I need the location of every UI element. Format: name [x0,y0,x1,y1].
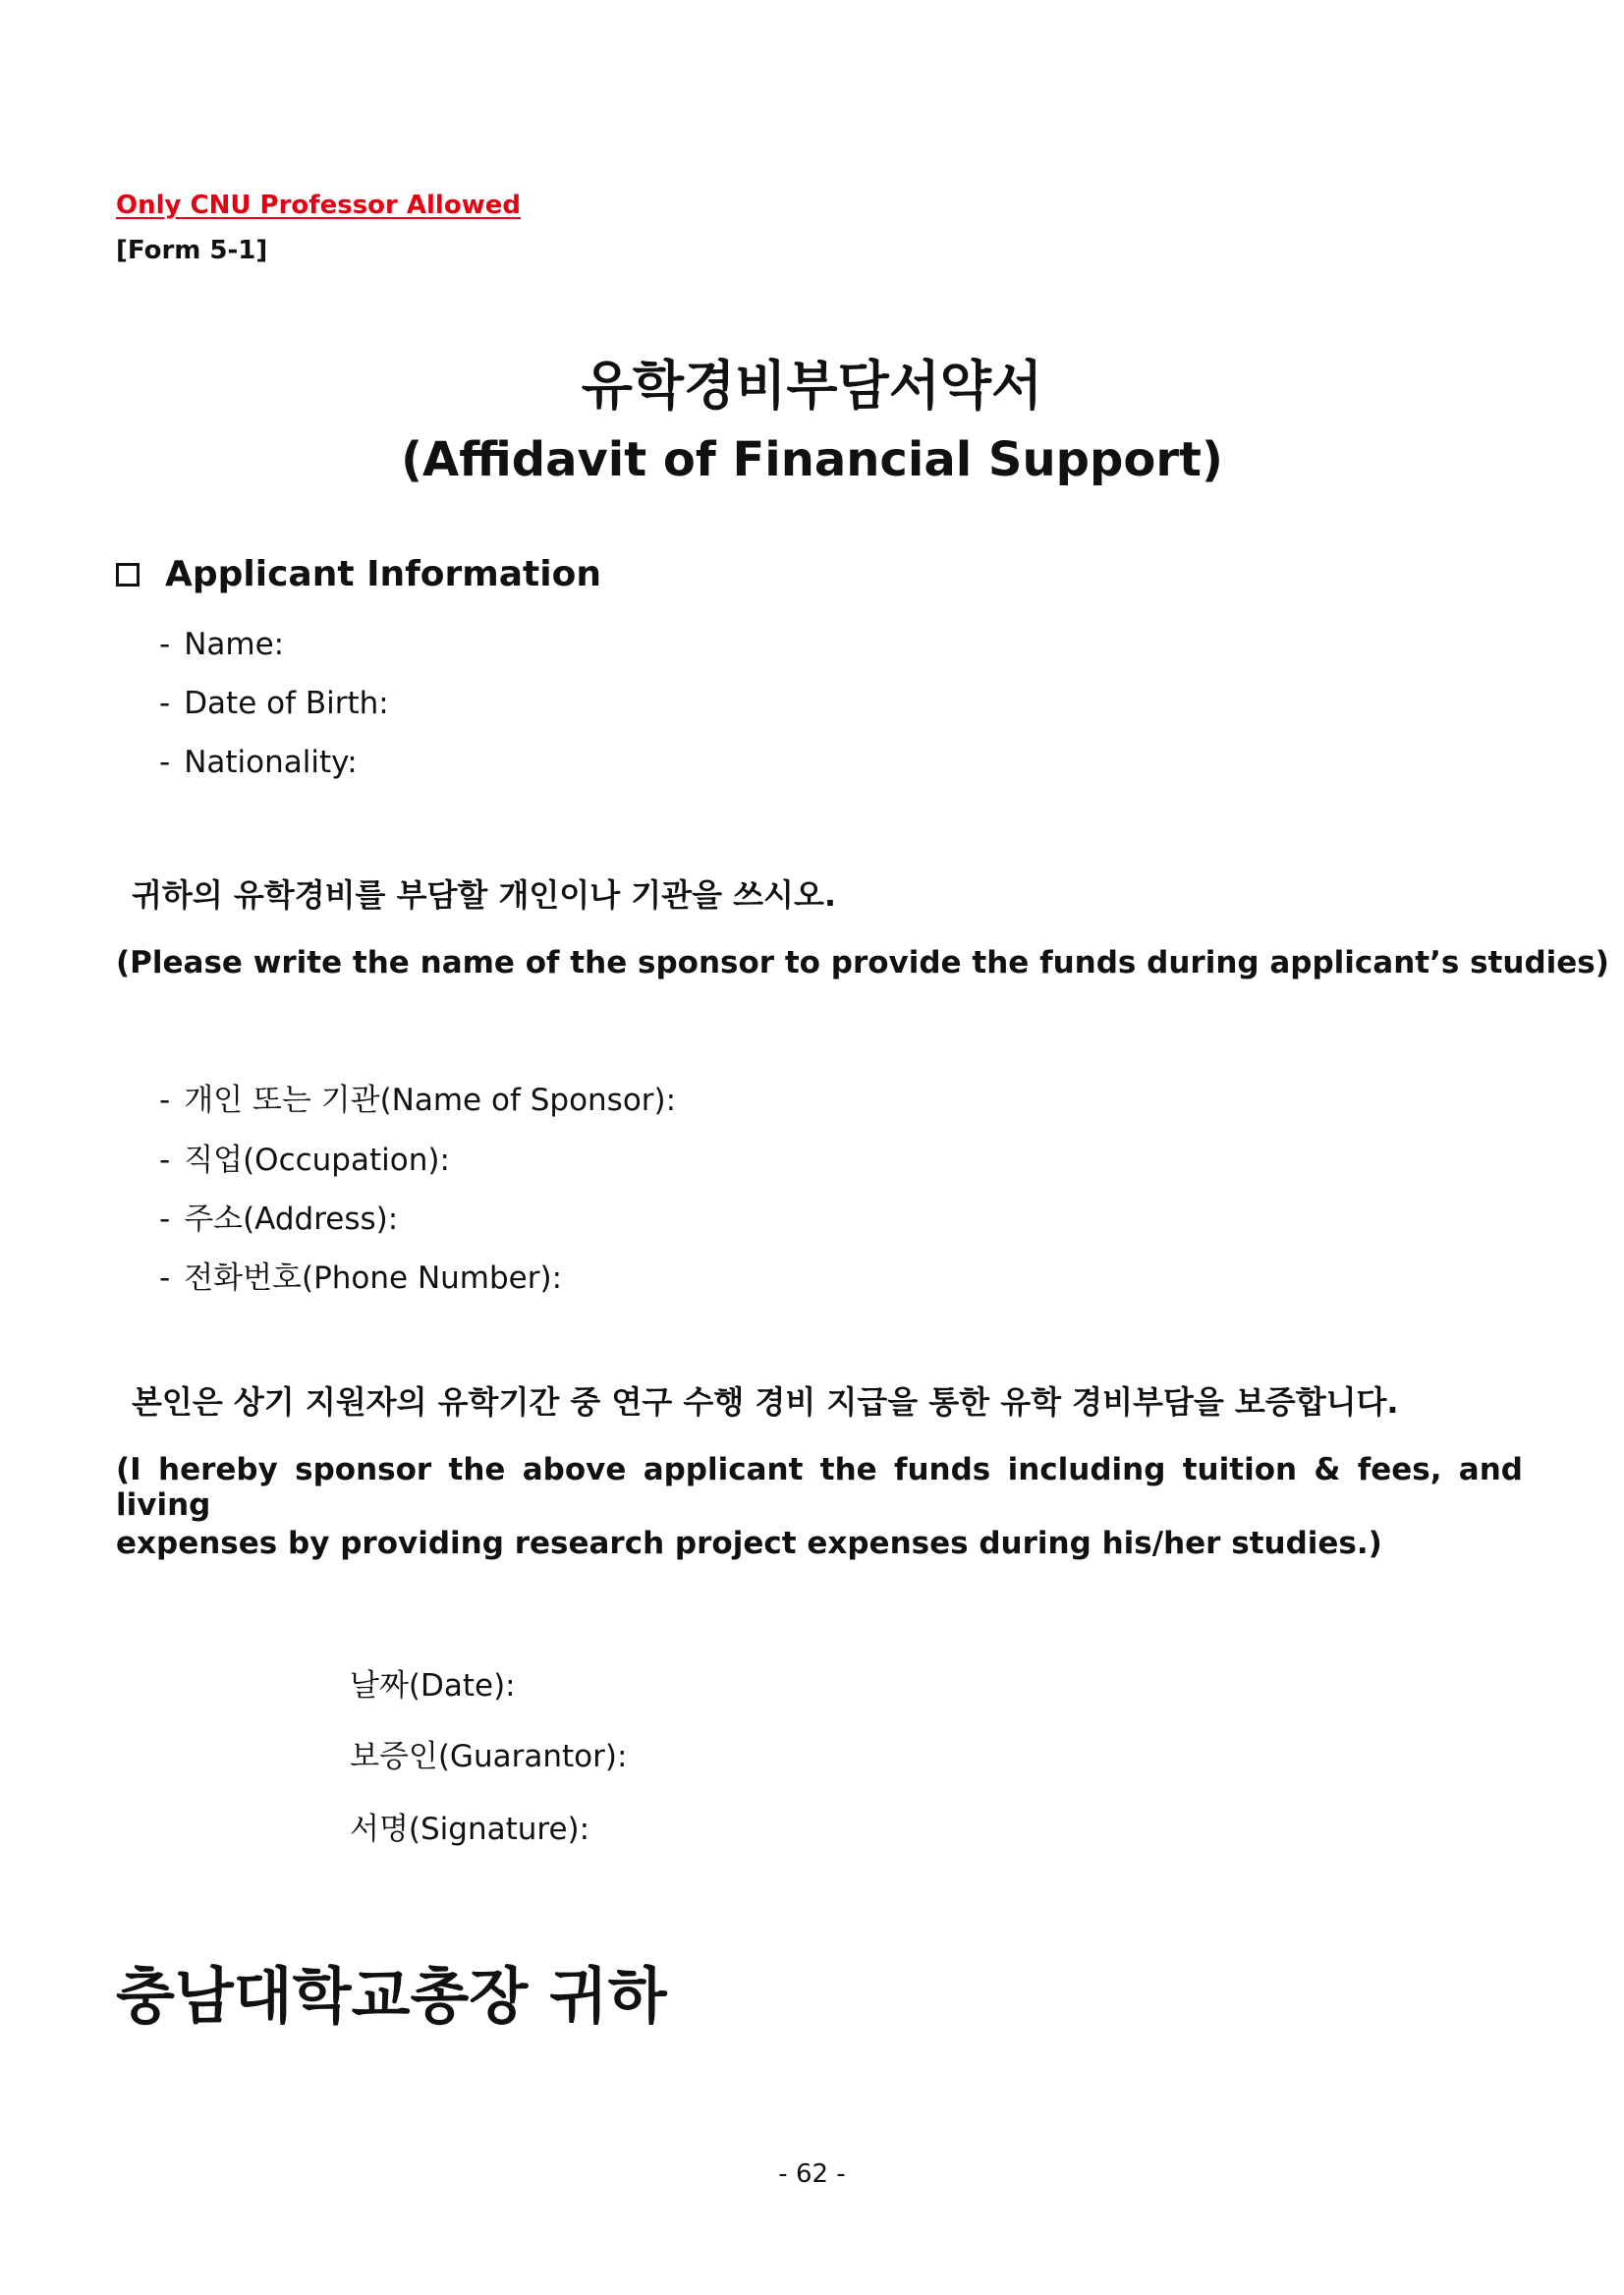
field-phone-number-label: 전화번호(Phone Number): [184,1260,563,1296]
dash-bullet: - [159,1143,171,1178]
applicant-section-label: Applicant Information [165,554,601,594]
field-address-label: 주소(Address): [184,1202,399,1237]
field-name [159,627,284,662]
field-nationality-label: Nationality: [184,745,358,780]
field-sponsor-name-label: 개인 또는 기관(Name of Sponsor): [184,1083,677,1118]
field-phone-number [159,1253,562,1297]
dash-bullet: - [159,1083,171,1118]
addressee: 충남대학교총장 귀하 [116,1960,667,2032]
form-number: [Form 5-1] [116,236,268,265]
declaration-english-line1: (I hereby sponsor the above applicant the funds including tuition & fees, and living [116,1452,1523,1523]
dash-bullet: - [159,627,171,662]
applicant-section-heading [116,554,601,594]
sponsor-instruction-korean: 귀하의 유학경비를 부담할 개인이나 기관을 쓰시오. [132,876,837,914]
field-address [159,1194,398,1238]
cnu-only-notice: Only CNU Professor Allowed [116,191,521,220]
declaration-english-line2: expenses by providing research project expenses during his/her studies.) [116,1526,1382,1561]
dash-bullet: - [159,745,171,780]
field-occupation-label: 직업(Occupation): [184,1143,450,1178]
field-sponsor-name [159,1075,676,1119]
field-date-of-birth-label: Date of Birth: [184,686,389,721]
document-title-english: (Affidavit of Financial Support) [401,432,1223,487]
field-nationality [159,745,358,780]
sponsor-instruction-english: (Please write the name of the sponsor to provide the funds during applicant’s studies) [116,945,1609,980]
declaration-korean: 본인은 상기 지원자의 유학기간 중 연구 수행 경비 지급을 통한 유학 경비부담을 보증합니다. [132,1383,1399,1421]
guarantor-label: 보증인(Guarantor): [350,1739,628,1774]
checkbox-icon [116,563,140,587]
dash-bullet: - [159,686,171,721]
field-occupation [159,1135,450,1179]
page-number: - 62 - [778,2159,846,2189]
signature-label: 서명(Signature): [350,1812,590,1847]
document-title-korean: 유학경비부담서약서 [581,355,1043,417]
field-date-of-birth [159,686,389,721]
dash-bullet: - [159,1260,171,1296]
dash-bullet: - [159,1202,171,1237]
date-label: 날짜(Date): [350,1668,516,1704]
field-name-label: Name: [184,627,285,662]
